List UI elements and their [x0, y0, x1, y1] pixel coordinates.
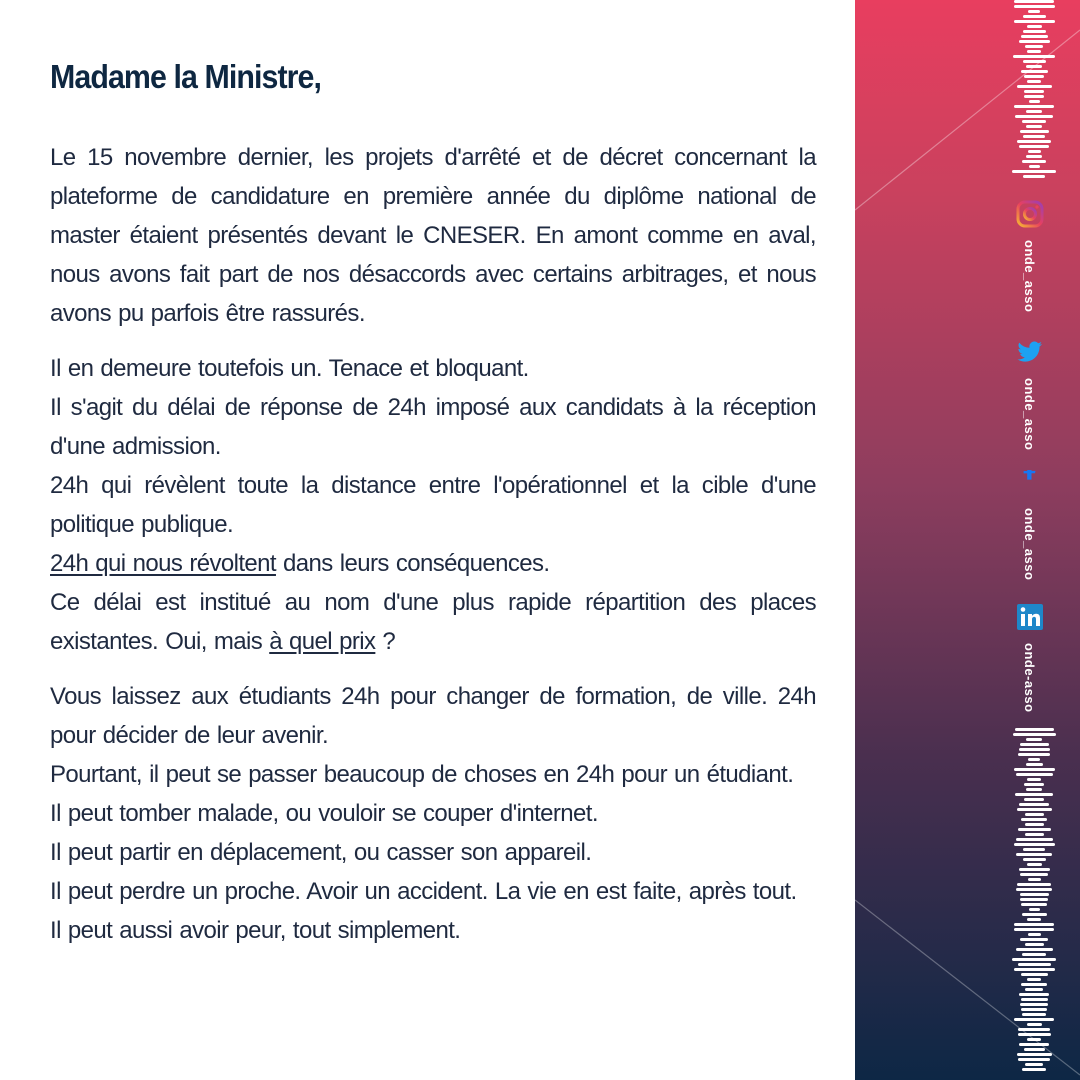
- soundwave-bar: [1016, 853, 1052, 856]
- soundwave-bar: [1028, 758, 1040, 761]
- soundwave-bar: [1020, 130, 1049, 133]
- social-instagram[interactable]: [1016, 200, 1048, 233]
- handle-linkedin: [1022, 643, 1037, 713]
- soundwave-bar: [1024, 90, 1044, 93]
- soundwave-bar: [1024, 95, 1044, 98]
- soundwave-bar: [1025, 823, 1044, 826]
- paragraph-3-line-4: Il peut partir en déplacement, ou casser son appareil.: [50, 839, 592, 866]
- soundwave-bar: [1016, 948, 1053, 951]
- soundwave-bar: [1025, 45, 1043, 48]
- soundwave-bar: [1024, 1048, 1045, 1051]
- underlined-phrase-quel-prix: à quel prix: [269, 628, 376, 655]
- paragraph-3-line-2: Pourtant, il peut se passer beaucoup de choses en 24h pour un étudiant.: [50, 761, 794, 788]
- soundwave-bar: [1028, 150, 1041, 153]
- soundwave-bar: [1017, 140, 1051, 143]
- paragraph-3-line-1: Vous laissez aux étudiants 24h pour changer de formation, de ville. 24h pour décider de leur avenir.: [50, 683, 816, 749]
- soundwave-bar: [1029, 165, 1040, 168]
- handle-instagram: [1022, 240, 1037, 312]
- soundwave-bar: [1021, 70, 1048, 73]
- soundwave-bar: [1022, 913, 1047, 916]
- handle-twitter: [1022, 378, 1037, 450]
- soundwave-bar: [1021, 998, 1048, 1001]
- soundwave-bar: [1014, 1018, 1054, 1021]
- soundwave-bar: [1022, 120, 1046, 123]
- soundwave-bar: [1018, 963, 1051, 966]
- soundwave-bar: [1017, 883, 1051, 886]
- soundwave-bar: [1023, 135, 1045, 138]
- soundwave-bar: [1026, 788, 1042, 791]
- social-twitter[interactable]: [1016, 338, 1048, 371]
- paragraph-2-line-4: [50, 544, 816, 583]
- soundwave-bar: [1016, 773, 1053, 776]
- soundwave-bar: [1018, 828, 1051, 831]
- soundwave-bar: [1021, 1008, 1047, 1011]
- soundwave-bar: [1027, 978, 1041, 981]
- soundwave-bar: [1022, 160, 1046, 163]
- soundwave-bar: [1016, 888, 1052, 891]
- soundwave-bar: [1017, 85, 1052, 88]
- soundwave-bar: [1020, 893, 1049, 896]
- soundwave-bar: [1017, 1053, 1052, 1056]
- instagram-icon: [1016, 200, 1044, 228]
- soundwave-bar: [1021, 818, 1047, 821]
- soundwave-bar: [1024, 75, 1044, 78]
- soundwave-bar: [1014, 768, 1055, 771]
- handle-linkedin-text: onde-asso: [1022, 643, 1037, 713]
- soundwave-bar: [1013, 55, 1055, 58]
- letter-salutation: Madame la Ministre,: [50, 58, 322, 95]
- soundwave-bar: [1022, 953, 1046, 956]
- soundwave-bar: [1021, 903, 1047, 906]
- soundwave-bar: [1026, 125, 1042, 128]
- soundwave-bar: [1023, 15, 1046, 18]
- soundwave-bar: [1022, 1013, 1046, 1016]
- soundwave-bar: [1026, 65, 1042, 68]
- soundwave-bar: [1014, 928, 1054, 931]
- soundwave-bar: [1015, 728, 1054, 731]
- handle-facebook: [1022, 508, 1037, 580]
- letter-body: [50, 48, 816, 966]
- soundwave-bar: [1026, 738, 1042, 741]
- paragraph-2-line-5: [50, 583, 816, 661]
- soundwave-bar: [1025, 1063, 1043, 1066]
- soundwave-bar: [1027, 863, 1042, 866]
- paragraph-2-line-3: 24h qui révèlent toute la distance entre l'opérationnel et la cible d'une politique publique.: [50, 472, 816, 538]
- soundwave-bar: [1020, 743, 1049, 746]
- soundwave-bar: [1018, 753, 1050, 756]
- social-facebook[interactable]: [1016, 470, 1048, 503]
- paragraph-2-line-4-rest: dans leurs conséquences.: [275, 550, 550, 577]
- soundwave-bar: [1025, 988, 1043, 991]
- soundwave-bar: [1019, 803, 1049, 806]
- soundwave-bar: [1019, 993, 1049, 996]
- facebook-icon: [1016, 470, 1044, 498]
- twitter-icon: [1016, 338, 1044, 366]
- soundwave-bar: [1028, 933, 1041, 936]
- soundwave-bar: [1019, 40, 1050, 43]
- soundwave-bar: [1020, 873, 1048, 876]
- soundwave-bar: [1023, 60, 1046, 63]
- soundwave-bar: [1015, 115, 1053, 118]
- soundwave-bar: [1012, 170, 1056, 173]
- underlined-phrase-revoltent: 24h qui nous révoltent: [50, 550, 276, 577]
- soundwave-bar: [1020, 898, 1048, 901]
- soundwave-bar: [1027, 1038, 1041, 1041]
- soundwave-bar: [1014, 923, 1054, 926]
- handle-instagram-text: onde_asso: [1022, 240, 1037, 313]
- soundwave-bar: [1019, 1043, 1049, 1046]
- soundwave-bar: [1019, 748, 1050, 751]
- soundwave-bar: [1024, 798, 1044, 801]
- soundwave-bar: [1013, 733, 1056, 736]
- soundwave-bar: [1021, 973, 1048, 976]
- soundwave-bar: [1027, 80, 1041, 83]
- paragraph-2-line-2: Il s'agit du délai de réponse de 24h imposé aux candidats à la réception d'une admission.: [50, 394, 816, 460]
- soundwave-bar: [1027, 918, 1041, 921]
- soundwave-bar: [1014, 0, 1054, 3]
- soundwave-bar: [1027, 1023, 1042, 1026]
- handle-facebook-text: onde_asso: [1022, 508, 1037, 581]
- soundwave-bar: [1029, 100, 1040, 103]
- soundwave-bar: [1017, 808, 1052, 811]
- soundwave-bar: [1025, 943, 1044, 946]
- paragraph-2: [50, 349, 816, 661]
- soundwave-bar: [1027, 778, 1041, 781]
- soundwave-bar: [1012, 958, 1056, 961]
- soundwave-bar: [1028, 878, 1041, 881]
- handle-twitter-text: onde_asso: [1022, 378, 1037, 451]
- soundwave-bar: [1026, 763, 1043, 766]
- soundwave-bar: [1018, 1033, 1051, 1036]
- soundwave-bar: [1027, 25, 1042, 28]
- soundwave-bar: [1014, 20, 1055, 23]
- soundwave-bar: [1023, 858, 1046, 861]
- paragraph-2-line-1: Il en demeure toutefois un. Tenace et bloquant.: [50, 355, 529, 382]
- soundwave-bar: [1019, 868, 1050, 871]
- soundwave-bottom: [1012, 728, 1056, 1078]
- soundwave-bar: [1014, 105, 1054, 108]
- soundwave-bar: [1022, 1068, 1046, 1071]
- soundwave-bar: [1014, 843, 1055, 846]
- soundwave-bar: [1021, 983, 1047, 986]
- paragraph-3-line-5: Il peut perdre un proche. Avoir un accident. La vie en est faite, après tout.: [50, 878, 797, 905]
- soundwave-bar: [1021, 35, 1048, 38]
- soundwave-bar: [1028, 10, 1040, 13]
- soundwave-bar: [1018, 1058, 1050, 1061]
- paragraph-2-line-5-end: ?: [375, 628, 396, 655]
- soundwave-bar: [1023, 175, 1045, 178]
- soundwave-bar: [1026, 155, 1042, 158]
- soundwave-bar: [1026, 110, 1042, 113]
- soundwave-bar: [1024, 783, 1044, 786]
- soundwave-bar: [1025, 833, 1044, 836]
- linkedin-icon: [1016, 603, 1044, 631]
- soundwave-top: [1012, 0, 1056, 180]
- soundwave-bar: [1014, 5, 1055, 8]
- soundwave-bar: [1025, 813, 1044, 816]
- soundwave-bar: [1023, 30, 1046, 33]
- soundwave-bar: [1019, 145, 1049, 148]
- soundwave-bar: [1020, 1003, 1048, 1006]
- paragraph-1: Le 15 novembre dernier, les projets d'arrêté et de décret concernant la plateforme de candidature en première année du diplôme national de master étaient présentés devant le CNESER. En amont comme en aval, nous avons fait part de nos désaccords avec certains arbitrages, et nous avons pu parfois être rassurés.: [50, 144, 816, 327]
- soundwave-bar: [1020, 938, 1048, 941]
- soundwave-bar: [1029, 908, 1040, 911]
- paragraph-3: [50, 677, 816, 950]
- paragraph-3-line-3: Il peut tomber malade, ou vouloir se couper d'internet.: [50, 800, 598, 827]
- soundwave-bar: [1027, 50, 1041, 53]
- soundwave-bar: [1018, 1028, 1050, 1031]
- soundwave-bar: [1023, 848, 1045, 851]
- soundwave-bar: [1015, 793, 1053, 796]
- soundwave-bar: [1016, 838, 1053, 841]
- social-linkedin[interactable]: [1016, 603, 1048, 636]
- soundwave-bar: [1014, 968, 1055, 971]
- paragraph-2-line-5-start: Ce délai est institué au nom d'une plus rapide répartition des places existantes. Oui, mais: [50, 589, 816, 655]
- paragraph-3-line-6: Il peut aussi avoir peur, tout simplement.: [50, 917, 461, 944]
